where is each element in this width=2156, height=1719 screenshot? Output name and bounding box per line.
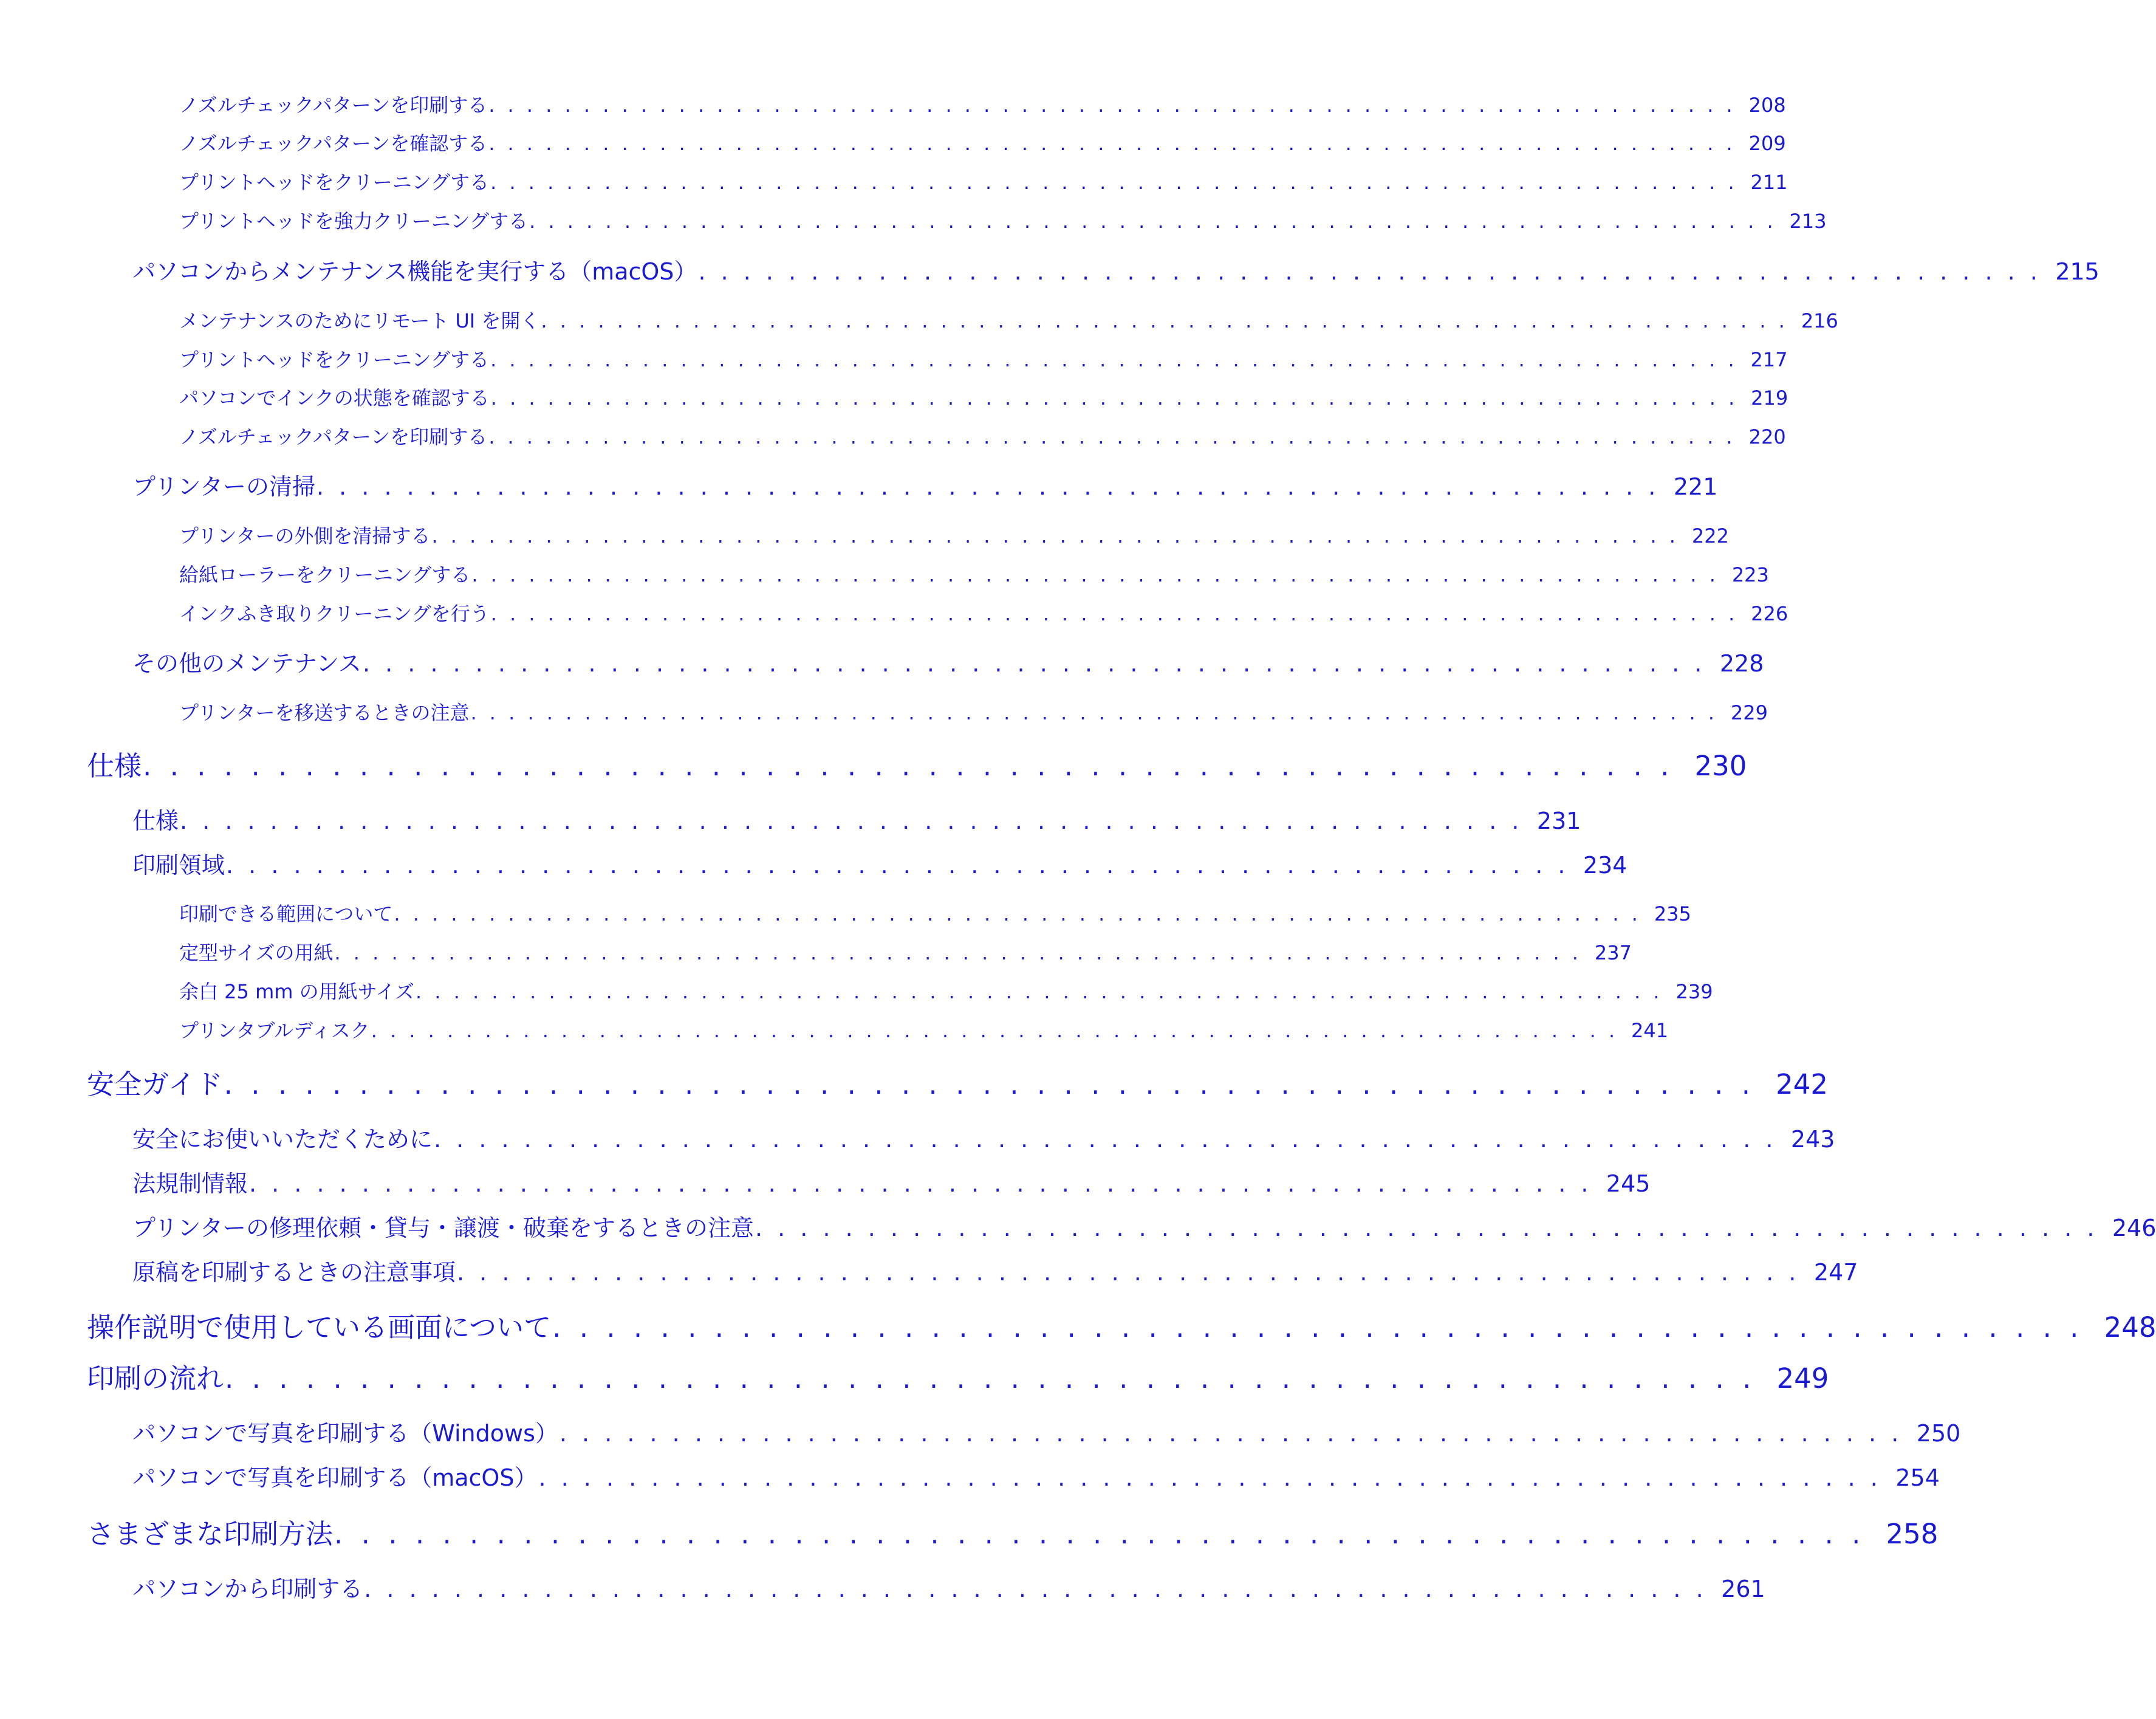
toc-entry-title: プリンターの修理依頼・貸与・譲渡・破棄をするときの注意 [132, 1215, 754, 1241]
toc-leader-dots: . . . . . . . . . . . . . . . . . . . . . . . . . . . . . . . . . . . . . . . . . . . . . . . . . . . . . . . . . . . . . . . . . . [470, 701, 1714, 724]
toc-leader-dots: . . . . . . . . . . . . . . . . . . . . . . . . . . . . . . . . . . . . . . . . . . . . . . . . . . . . . . . . . . . . . . . . . . [471, 563, 1716, 586]
toc-entry-page: 235 [1654, 902, 1691, 925]
toc-entry-page: 242 [1776, 1068, 1829, 1100]
toc-entry-page: 213 [1789, 210, 1827, 233]
toc-entry-title: 法規制情報 [132, 1170, 248, 1197]
toc-entry-title: プリントヘッドをクリーニングする [179, 348, 490, 371]
toc-entry-title: その他のメンテナンス [132, 650, 361, 677]
toc-entry[interactable] [132, 1570, 1765, 1604]
toc-leader-dots: . . . . . . . . . . . . . . . . . . . . . . . . . . . . . . . . . . . . . . . . . . . . . . . . . . . . . . . . . . . . [698, 258, 2038, 285]
toc-entry-page: 250 [1916, 1420, 1961, 1447]
toc-entry[interactable] [179, 345, 1788, 372]
toc-entry-page: 237 [1594, 941, 1632, 964]
toc-entry-title: インクふき取りクリーニングを行う [179, 602, 490, 625]
toc-entry[interactable] [179, 976, 1713, 1004]
toc-entry-page: 254 [1895, 1464, 1940, 1491]
toc-entry-title: ノズルチェックパターンを印刷する [179, 94, 488, 117]
toc-leader-dots: . . . . . . . . . . . . . . . . . . . . . . . . . . . . . . . . . . . . . . . . . . . . . . . . . . . . . . . . . . . . [364, 1576, 1703, 1602]
toc-leader-dots: . . . . . . . . . . . . . . . . . . . . . . . . . . . . . . . . . . . . . . . . . . . . . . . . . . . . . . . . . . . . . . . . . . [488, 425, 1733, 448]
toc-entry-title: 安全にお使いいただくために [132, 1126, 433, 1153]
toc-leader-dots: . . . . . . . . . . . . . . . . . . . . . . . . . . . . . . . . . . . . . . . . . . . . . . . . . . . . . . . . . . . . . . . . . . [394, 902, 1638, 925]
toc-entry[interactable] [132, 1459, 1940, 1492]
toc-entry-page: 241 [1631, 1019, 1669, 1042]
toc-leader-dots: . . . . . . . . . . . . . . . . . . . . . . . . . . . . . . . . . . . . . . . . . . . . . . . . . . . . . . . . . . . . . . . . . . [490, 171, 1734, 194]
toc-entry-page: 229 [1730, 701, 1768, 724]
toc-entry[interactable] [132, 802, 1581, 835]
toc-entry-title: プリントヘッドをクリーニングする [179, 171, 490, 194]
toc-entry-title: 印刷の流れ [87, 1362, 224, 1395]
toc-entry[interactable] [179, 306, 1838, 334]
toc-entry-page: 226 [1751, 602, 1788, 625]
toc-entry-title: パソコンでインクの状態を確認する [179, 386, 490, 410]
toc-entry-page: 245 [1606, 1170, 1651, 1197]
toc-entry-title: パソコンで写真を印刷する（macOS） [132, 1464, 538, 1491]
toc-entry[interactable] [132, 1254, 1858, 1287]
toc-entry-title: ノズルチェックパターンを確認する [179, 132, 488, 155]
toc-entry[interactable] [179, 383, 1788, 411]
toc-entry[interactable] [179, 698, 1768, 726]
toc-leader-dots: . . . . . . . . . . . . . . . . . . . . . . . . . . . . . . . . . . . . . . . . . . . . . . . . . . . . . . . . . . . . [755, 1215, 2095, 1241]
toc-entry-page: 216 [1801, 309, 1838, 332]
toc-entry-page: 248 [2104, 1311, 2156, 1343]
toc-entry[interactable] [132, 1120, 1835, 1154]
toc-leader-dots: . . . . . . . . . . . . . . . . . . . . . . . . . . . . . . . . . . . . . . . . . . . . . . . . . . . . . . . . . [224, 1068, 1751, 1100]
toc-entry-title: パソコンからメンテナンス機能を実行する（macOS） [132, 258, 697, 285]
toc-entry-page: 261 [1721, 1576, 1765, 1602]
toc-entry-page: 222 [1691, 524, 1729, 547]
toc-entry[interactable] [179, 128, 1786, 156]
toc-entry[interactable] [132, 468, 1718, 501]
toc-entry[interactable] [179, 560, 1769, 588]
toc-leader-dots: . . . . . . . . . . . . . . . . . . . . . . . . . . . . . . . . . . . . . . . . . . . . . . . . . . . . . . . . . . . . [457, 1259, 1796, 1286]
toc-entry[interactable] [179, 521, 1729, 549]
toc-entry-page: 243 [1790, 1126, 1835, 1153]
toc-leader-dots: . . . . . . . . . . . . . . . . . . . . . . . . . . . . . . . . . . . . . . . . . . . . . . . . . . . . . . . . . . . . . . . . . . [371, 1019, 1615, 1042]
toc-entry[interactable] [179, 90, 1786, 118]
toc-entry-title: 余白 25 mm の用紙サイズ [179, 980, 415, 1003]
toc-entry-title: メンテナンスのためにリモート UI を開く [179, 309, 540, 332]
toc-entry[interactable] [179, 1015, 1669, 1043]
toc-entry-page: 258 [1886, 1518, 1939, 1550]
toc-entry-page: 208 [1748, 94, 1786, 117]
toc-entry-page: 246 [2112, 1215, 2156, 1241]
toc-entry-page: 220 [1748, 425, 1786, 448]
toc-entry[interactable] [179, 167, 1788, 195]
toc-leader-dots: . . . . . . . . . . . . . . . . . . . . . . . . . . . . . . . . . . . . . . . . . . . . . . . . . . . . . . . . . . . . . . . . . . [490, 602, 1735, 625]
toc-leader-dots: . . . . . . . . . . . . . . . . . . . . . . . . . . . . . . . . . . . . . . . . . . . . . . . . . . . . . . . . . . . . [538, 1464, 1878, 1491]
toc-leader-dots: . . . . . . . . . . . . . . . . . . . . . . . . . . . . . . . . . . . . . . . . . . . . . . . . . . . . . . . . . . . . . . . . . . [334, 941, 1578, 964]
toc-entry[interactable] [87, 1356, 1829, 1396]
toc-entry[interactable] [132, 1209, 2156, 1243]
toc-entry[interactable] [179, 599, 1788, 626]
toc-leader-dots: . . . . . . . . . . . . . . . . . . . . . . . . . . . . . . . . . . . . . . . . . . . . . . . . . . . . . . . . . . . . . . . . . . [488, 132, 1733, 155]
toc-entry-title: プリンターを移送するときの注意 [179, 701, 470, 724]
toc-leader-dots: . . . . . . . . . . . . . . . . . . . . . . . . . . . . . . . . . . . . . . . . . . . . . . . . . . . . . . . . . . . . [226, 852, 1566, 879]
toc-leader-dots: . . . . . . . . . . . . . . . . . . . . . . . . . . . . . . . . . . . . . . . . . . . . . . . . . . . . . . . . . . . . [316, 473, 1656, 500]
toc-entry[interactable] [87, 1305, 2156, 1345]
toc-entry-page: 228 [1719, 650, 1764, 677]
toc-leader-dots: . . . . . . . . . . . . . . . . . . . . . . . . . . . . . . . . . . . . . . . . . . . . . . . . . . . . . . . . . [552, 1311, 2079, 1343]
toc-entry-page: 209 [1748, 132, 1786, 155]
toc-entry[interactable] [179, 899, 1691, 927]
toc-entry-title: さまざまな印刷方法 [87, 1518, 334, 1550]
toc-entry-title: プリンターの清掃 [132, 473, 315, 500]
toc-entry[interactable] [132, 253, 2100, 286]
toc-entry-title: 安全ガイド [87, 1068, 223, 1100]
toc-entry-title: プリントヘッドを強力クリーニングする [179, 210, 529, 233]
toc-entry-page: 219 [1751, 386, 1788, 410]
toc-entry-title: パソコンで写真を印刷する（Windows） [132, 1420, 558, 1447]
toc-leader-dots: . . . . . . . . . . . . . . . . . . . . . . . . . . . . . . . . . . . . . . . . . . . . . . . . . . . . . . . . . . . . . . . . . . [529, 210, 1773, 233]
toc-entry[interactable] [87, 1062, 1829, 1102]
toc-entry[interactable] [132, 846, 1627, 880]
toc-leader-dots: . . . . . . . . . . . . . . . . . . . . . . . . . . . . . . . . . . . . . . . . . . . . . . . . . . . . . . . . . . . . [180, 808, 1519, 834]
toc-entry-title: 原稿を印刷するときの注意事項 [132, 1259, 456, 1286]
toc-entry-title: 定型サイズの用紙 [179, 941, 334, 964]
toc-entry-title: 給紙ローラーをクリーニングする [179, 563, 471, 586]
toc-entry-title: ノズルチェックパターンを印刷する [179, 425, 488, 448]
toc-entry-title: 仕様 [87, 750, 142, 782]
toc-entry-page: 230 [1694, 750, 1747, 782]
toc-entry-title: パソコンから印刷する [132, 1576, 363, 1602]
toc-entry-page: 239 [1675, 980, 1713, 1003]
toc-leader-dots: . . . . . . . . . . . . . . . . . . . . . . . . . . . . . . . . . . . . . . . . . . . . . . . . . . . . . . . . . . . . . . . . . . [416, 980, 1660, 1003]
toc-entry-title: プリンターの外側を清掃する [179, 524, 431, 547]
toc-entry-page: 211 [1750, 171, 1788, 194]
toc-leader-dots: . . . . . . . . . . . . . . . . . . . . . . . . . . . . . . . . . . . . . . . . . . . . . . . . . . . . . . . . . [225, 1362, 1751, 1395]
toc-entry-title: 印刷領域 [132, 852, 225, 879]
toc-leader-dots: . . . . . . . . . . . . . . . . . . . . . . . . . . . . . . . . . . . . . . . . . . . . . . . . . . . . . . . . . [334, 1518, 1861, 1550]
toc-leader-dots: . . . . . . . . . . . . . . . . . . . . . . . . . . . . . . . . . . . . . . . . . . . . . . . . . . . . . . . . . . . . . . . . . . [490, 386, 1735, 410]
toc-entry-title: 仕様 [132, 808, 179, 834]
toc-leader-dots: . . . . . . . . . . . . . . . . . . . . . . . . . . . . . . . . . . . . . . . . . . . . . . . . . . . . . . . . . . . . . . . . . . [490, 348, 1734, 371]
toc-entry-page: 247 [1813, 1259, 1858, 1286]
toc-entry-page: 234 [1583, 852, 1627, 879]
toc-entry[interactable] [132, 1415, 1961, 1448]
toc-entry-title: プリンタブルディスク [179, 1019, 370, 1042]
toc-entry[interactable] [87, 1512, 1939, 1551]
toc-leader-dots: . . . . . . . . . . . . . . . . . . . . . . . . . . . . . . . . . . . . . . . . . . . . . . . . . . . . . . . . . . . . [559, 1420, 1899, 1447]
toc-entry[interactable] [132, 1165, 1651, 1198]
toc-entry-page: 249 [1776, 1362, 1829, 1395]
toc-entry-page: 221 [1673, 473, 1718, 500]
toc-leader-dots: . . . . . . . . . . . . . . . . . . . . . . . . . . . . . . . . . . . . . . . . . . . . . . . . . . . . . . . . . [143, 750, 1669, 782]
toc-entry-page: 217 [1750, 348, 1788, 371]
toc-leader-dots: . . . . . . . . . . . . . . . . . . . . . . . . . . . . . . . . . . . . . . . . . . . . . . . . . . . . . . . . . . . . [362, 650, 1702, 677]
toc-entry-page: 215 [2055, 258, 2100, 285]
toc-entry[interactable] [87, 744, 1747, 783]
toc-entry-title: 操作説明で使用している画面について [87, 1311, 552, 1343]
toc-leader-dots: . . . . . . . . . . . . . . . . . . . . . . . . . . . . . . . . . . . . . . . . . . . . . . . . . . . . . . . . . . . . . . . . . . [431, 524, 1675, 547]
toc-entry[interactable] [132, 645, 1764, 678]
toc-entry[interactable] [179, 938, 1632, 966]
toc-entry-page: 231 [1536, 808, 1581, 834]
toc-leader-dots: . . . . . . . . . . . . . . . . . . . . . . . . . . . . . . . . . . . . . . . . . . . . . . . . . . . . . . . . . . . . [249, 1170, 1589, 1197]
toc-entry-title: 印刷できる範囲について [179, 902, 393, 925]
toc-entry[interactable] [179, 206, 1827, 234]
toc-entry-page: 223 [1731, 563, 1769, 586]
toc-leader-dots: . . . . . . . . . . . . . . . . . . . . . . . . . . . . . . . . . . . . . . . . . . . . . . . . . . . . . . . . . . . . [434, 1126, 1773, 1153]
toc-leader-dots: . . . . . . . . . . . . . . . . . . . . . . . . . . . . . . . . . . . . . . . . . . . . . . . . . . . . . . . . . . . . . . . . . . [488, 94, 1733, 117]
toc-entry[interactable] [179, 422, 1786, 450]
toc-leader-dots: . . . . . . . . . . . . . . . . . . . . . . . . . . . . . . . . . . . . . . . . . . . . . . . . . . . . . . . . . . . . . . . . . . [541, 309, 1785, 332]
